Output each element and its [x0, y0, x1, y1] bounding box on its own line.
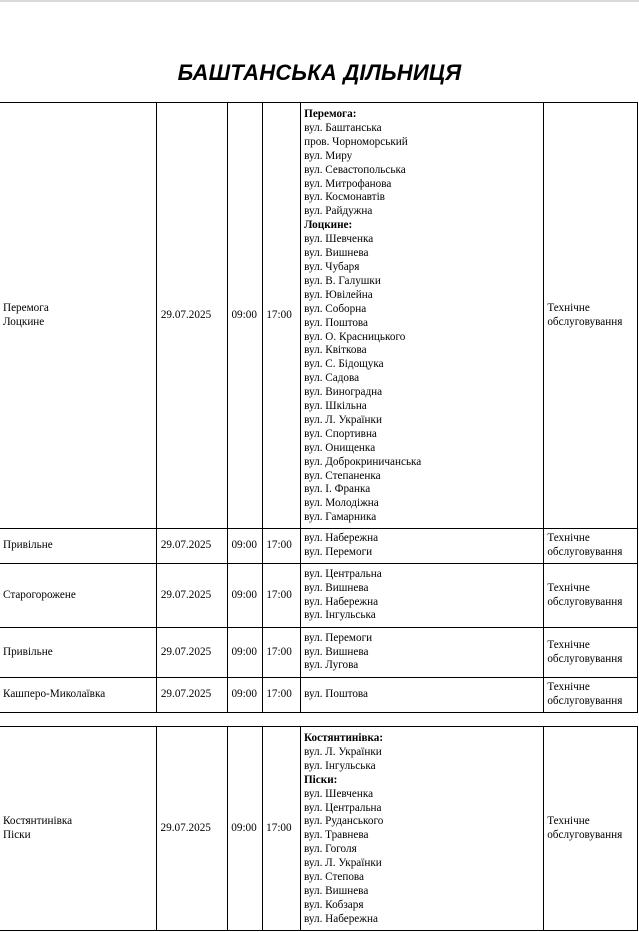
work-type-cell: [544, 727, 638, 931]
settlement-heading: Піски:: [303, 773, 338, 786]
table-row: [0, 678, 638, 713]
street-name: вул. Квіткова: [304, 344, 367, 357]
work-type-text: обслуговування: [547, 828, 623, 841]
table-row: [0, 529, 638, 564]
streets-cell: [301, 529, 544, 564]
top-border-line: [0, 0, 639, 2]
work-type-text: обслуговування: [547, 546, 623, 558]
outage-table-body: [0, 103, 638, 713]
street-name: вул. Молодіжна: [304, 497, 379, 510]
street-name: пров. Чорноморський: [304, 135, 408, 148]
street-name: вул. Інгульська: [303, 759, 376, 772]
locality-cell: [0, 529, 156, 564]
work-type-cell: [544, 678, 638, 713]
streets-cell: [301, 678, 544, 713]
end-time-cell: 17:00: [263, 628, 301, 678]
street-name: вул. Митрофанова: [304, 177, 392, 190]
date-cell: 29.07.2025: [156, 529, 228, 564]
locality-name: Лоцкине: [3, 315, 45, 328]
street-name: вул. Л. Українки: [303, 857, 382, 870]
date-cell: 29.07.2025: [156, 628, 228, 678]
settlement-heading: Лоцкине:: [304, 219, 353, 232]
locality-name: Привільне: [3, 539, 53, 552]
work-type-text: Технічне: [547, 814, 590, 827]
street-name: вул. Севастопольська: [304, 163, 406, 176]
table-row: [0, 564, 638, 628]
outage-table: [0, 102, 638, 713]
street-name: вул. Степова: [303, 871, 365, 884]
work-type-text: Технічне: [547, 581, 590, 594]
street-name: вул. В. Галушки: [304, 274, 381, 287]
settlement-heading: Перемога:: [304, 108, 357, 120]
work-type-cell: [544, 103, 638, 529]
street-name: вул. Спортивна: [304, 427, 377, 440]
street-name: вул. Л. Українки: [304, 413, 382, 426]
streets-cell: [300, 727, 543, 931]
street-name: вул. Райдужна: [304, 205, 373, 218]
street-name: вул. Кобзаря: [303, 898, 364, 911]
street-name: вул. Виноградна: [304, 386, 383, 399]
street-name: вул. Поштова: [304, 688, 369, 701]
streets-cell: [301, 628, 544, 678]
date-cell: 29.07.2025: [156, 727, 228, 931]
work-type-text: обслуговування: [547, 652, 623, 665]
start-time-cell: 09:00: [228, 628, 263, 678]
street-name: вул. Л. Українки: [303, 745, 382, 758]
locality-cell: [0, 678, 156, 713]
start-time-cell: 09:00: [228, 727, 263, 931]
street-name: вул. О. Красницького: [304, 330, 406, 343]
street-name: вул. І. Франка: [304, 483, 371, 496]
street-name: вул. Набережна: [304, 532, 379, 545]
street-name: вул. Садова: [304, 372, 360, 385]
street-name: вул. Шкільна: [304, 400, 367, 413]
street-name: вул. Перемоги: [304, 631, 373, 644]
start-time-cell: 09:00: [228, 103, 263, 529]
street-name: вул. Ювілейна: [304, 288, 373, 301]
street-name: вул. Набережна: [303, 912, 378, 925]
table-row: [0, 103, 638, 529]
street-name: вул. Центральна: [303, 801, 382, 814]
start-time-cell: 09:00: [228, 678, 263, 713]
street-name: вул. Інгульська: [304, 609, 376, 622]
page-title: БАШТАНСЬКА ДІЛЬНИЦЯ: [177, 60, 462, 85]
outage-table-second-body: [0, 727, 638, 931]
locality-cell: [0, 103, 156, 529]
locality-name: Костянтинівка: [3, 814, 73, 827]
date-cell: 29.07.2025: [156, 103, 228, 529]
work-type-cell: [544, 564, 638, 628]
street-name: вул. Чубаря: [304, 260, 360, 273]
street-name: вул. Руданського: [303, 815, 384, 828]
street-name: вул. Соборна: [304, 302, 367, 315]
street-name: вул. Гоголя: [303, 843, 357, 856]
work-type-cell: [544, 529, 638, 564]
table-row: [0, 727, 638, 931]
street-name: вул. Вишнева: [304, 645, 369, 658]
streets-cell: [301, 103, 544, 529]
street-name: вул. Баштанська: [304, 121, 382, 134]
outage-table-second: [0, 726, 638, 931]
street-name: вул. Степаненка: [304, 469, 381, 482]
work-type-cell: [544, 628, 638, 678]
date-cell: 29.07.2025: [156, 564, 228, 628]
work-type-text: обслуговування: [547, 595, 623, 608]
locality-cell: [0, 628, 156, 678]
work-type-text: Технічне: [547, 681, 590, 694]
end-time-cell: 17:00: [263, 529, 301, 564]
locality-name: Старогорожене: [3, 588, 76, 601]
street-name: вул. Лугова: [304, 659, 359, 672]
work-type-text: Технічне: [547, 638, 590, 651]
street-name: вул. Центральна: [304, 567, 382, 580]
locality-name: Перемога: [3, 301, 49, 314]
locality-name: Піски: [3, 828, 31, 841]
street-name: вул. Вишнева: [304, 581, 369, 594]
locality-cell: [0, 564, 156, 628]
end-time-cell: 17:00: [263, 678, 301, 713]
end-time-cell: 17:00: [263, 564, 301, 628]
settlement-heading: Костянтинівка:: [303, 732, 384, 744]
street-name: вул. Миру: [304, 149, 353, 162]
street-name: вул. Космонавтів: [304, 191, 385, 204]
street-name: вул. Травнева: [303, 829, 369, 842]
locality-name: Привільне: [3, 645, 53, 658]
start-time-cell: 09:00: [228, 564, 263, 628]
date-cell: 29.07.2025: [156, 678, 228, 713]
street-name: вул. Вишнева: [304, 247, 369, 260]
street-name: вул. С. Бідощука: [304, 358, 384, 371]
street-name: вул. Шевченка: [303, 787, 374, 800]
street-name: вул. Доброкриничанська: [304, 455, 422, 468]
table-row: [0, 628, 638, 678]
streets-cell: [301, 564, 544, 628]
work-type-text: Технічне: [547, 532, 590, 545]
street-name: вул. Набережна: [304, 595, 379, 608]
street-name: вул. Вишнева: [303, 884, 369, 897]
street-name: вул. Поштова: [304, 316, 369, 329]
work-type-text: обслуговування: [547, 695, 623, 707]
end-time-cell: 17:00: [263, 727, 301, 931]
locality-cell: [0, 727, 156, 931]
street-name: вул. Перемоги: [304, 546, 373, 558]
start-time-cell: 09:00: [228, 529, 263, 564]
work-type-text: Технічне: [547, 301, 590, 314]
work-type-text: обслуговування: [547, 315, 623, 328]
locality-name: Кашперо-Миколаївка: [3, 688, 106, 701]
street-name: вул. Онищенка: [304, 441, 376, 454]
street-name: вул. Гамарника: [304, 511, 377, 524]
end-time-cell: 17:00: [263, 103, 301, 529]
street-name: вул. Шевченка: [304, 233, 374, 246]
